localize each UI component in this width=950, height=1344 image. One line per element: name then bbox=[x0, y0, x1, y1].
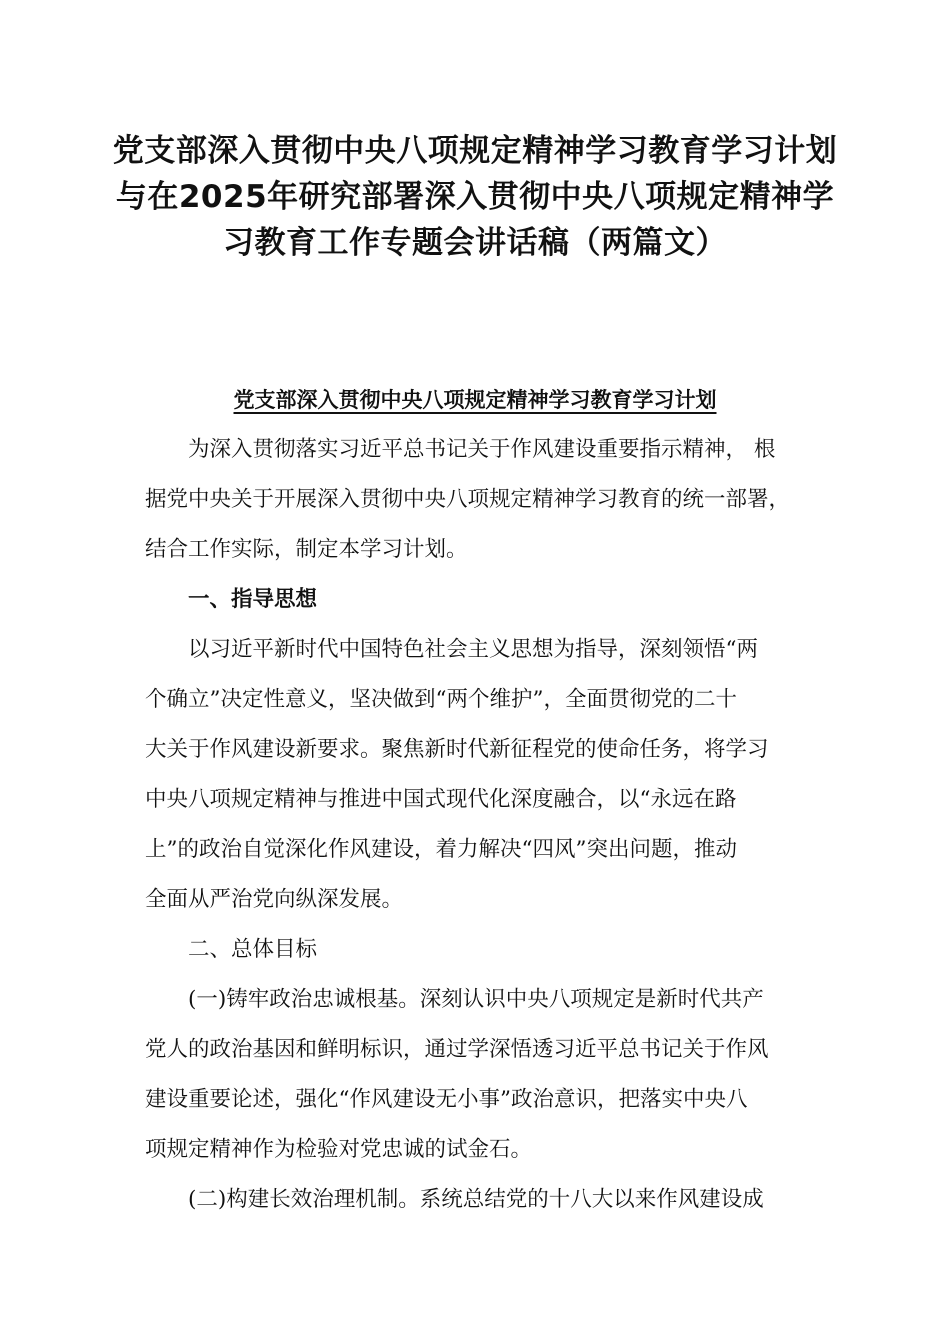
body-line: 以习近平新时代中国特色社会主义思想为指导，深刻领悟“两 bbox=[188, 637, 758, 662]
body-line: 大关于作风建设新要求。聚焦新时代新征程党的使命任务，将学习 bbox=[145, 737, 769, 762]
section-title: 党支部深入贯彻中央八项规定精神学习教育学习计划 bbox=[233, 388, 717, 412]
title-line-2: 与在2025年研究部署深入贯彻中央八项规定精神学 bbox=[115, 179, 835, 215]
document-title bbox=[100, 128, 850, 266]
heading-guiding-ideology: 一、指导思想 bbox=[188, 587, 318, 612]
body-line: 个确立”决定性意义，坚决做到“两个维护”，全面贯彻党的二十 bbox=[145, 687, 737, 712]
body-line: 为深入贯彻落实习近平总书记关于作风建设重要指示精神， 根 bbox=[188, 437, 776, 462]
body-line: (一)铸牢政治忠诚根基。深刻认识中央八项规定是新时代共产 bbox=[188, 987, 764, 1012]
document-body bbox=[145, 425, 815, 1225]
body-line: (二)构建长效治理机制。系统总结党的十八大以来作风建设成 bbox=[188, 1187, 764, 1212]
body-line: 全面从严治党向纵深发展。 bbox=[145, 887, 404, 912]
body-line: 党人的政治基因和鲜明标识，通过学深悟透习近平总书记关于作风 bbox=[145, 1037, 769, 1062]
body-line: 项规定精神作为检验对党忠诚的试金石。 bbox=[145, 1137, 533, 1162]
body-line: 建设重要论述，强化“作风建设无小事”政治意识，把落实中央八 bbox=[145, 1087, 748, 1112]
body-line: 上”的政治自觉深化作风建设，着力解决“四风”突出问题，推动 bbox=[145, 837, 737, 862]
body-line: 据党中央关于开展深入贯彻中央八项规定精神学习教育的统一部署， bbox=[145, 487, 791, 512]
title-line-3: 习教育工作专题会讲话稿（两篇文） bbox=[223, 225, 727, 261]
body-line: 结合工作实际，制定本学习计划。 bbox=[145, 537, 468, 562]
title-line-1: 党支部深入贯彻中央八项规定精神学习教育学习计划 bbox=[112, 133, 838, 169]
heading-overall-goals: 二、总体目标 bbox=[188, 937, 318, 962]
body-line: 中央八项规定精神与推进中国式现代化深度融合，以“永远在路 bbox=[145, 787, 737, 812]
